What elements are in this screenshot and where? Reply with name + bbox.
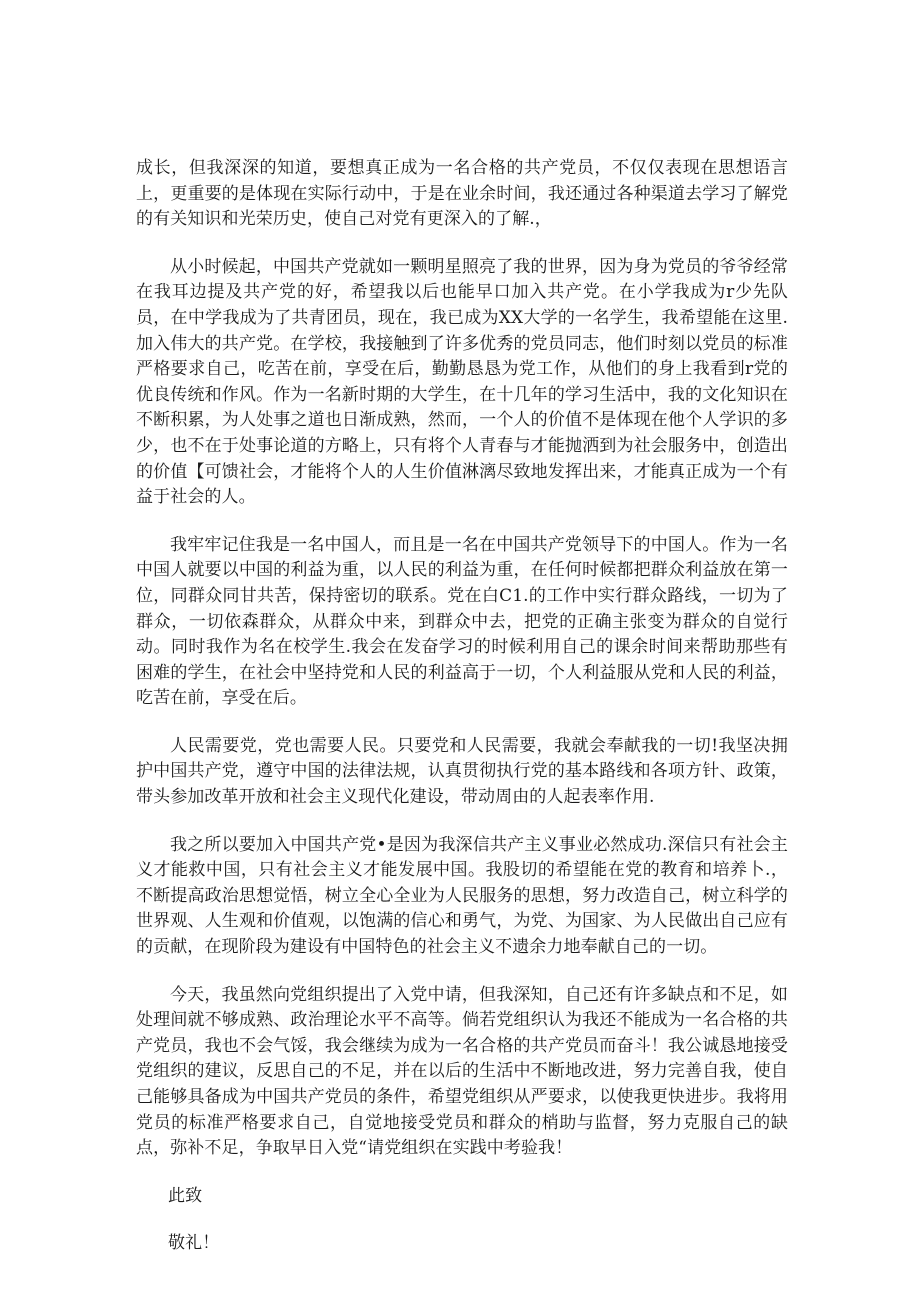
paragraph-2: 从小时候起，中国共产党就如一颗明星照亮了我的世界，因为身为党员的爷爷经常在我耳边提及共产党的好，希望我以后也能早口加入共产党。在小学我成为r少先队员，在中学我成为了共青团员，现在，我已成为XX大学的一名学生，我希望能在这里.加入伟大的共产党。在学校，我接触到了许多优秀的党员同志，他们时刻以党员的标准严格要求自己，吃苦在前，享受在后，勤勤恳恳为党工作，从他们的身上我看到r党的优良传统和作风。作为一名新时期的大学生，在十几年的学习生活中，我的文化知识在不断积累，为人处事之道也日渐成熟，然而，一个人的价值不是体现在他个人学识的多少，也不在于处事论道的方略上，只有将个人青春与才能抛洒到为社会服务中，创造出的价值【可馈社会，才能将个人的人生价值淋漓尽致地发挥出来，才能真正成为一个有益于社会的人。: [136, 256, 788, 508]
closing-salutation: 此致: [168, 1185, 203, 1206]
paragraph-4: 人民需要党，党也需要人民。只要党和人民需要，我就会奉献我的一切!我坚决拥护中国共产党，遵守中国的法律法规，认真贯彻执行党的基本路线和各项方针、政策，带头参加改革开放和社会主义现代化建设，带动周由的人起表率作用.: [136, 735, 788, 808]
paragraph-5: 我之所以要加入中国共产党•是因为我深信共产主义事业必然成功.深信只有社会主义才能救中国，只有社会主义才能发展中国。我股切的希望能在党的教育和培养卜.，不断提高政治思想觉悟，树立全心全业为人民服务的思想，努力改造自己，树立科学的世界观、人生观和价值观，以饱满的信心和勇气，为党、为国家、为人民做出自己应有的贡献，在现阶段为建设有中国特色的社会主义不遗余力地奉献自己的一切。: [136, 834, 788, 958]
paragraph-3: 我牢牢记住我是一名中国人，而且是一名在中国共产党领导下的中国人。作为一名中国人就要以中国的利益为重，以人民的利益为重，在任何时候都把群众利益放在第一位，同群众同甘共苦，保持密切的联系。党在白C1.的工作中实行群众路线，一切为了群众，一切依森群众，从群众中来，到群众中去，把党的正确主张变为群众的自觉行动。同时我作为名在校学生.我会在发奋学习的时候利用自己的课余时间来帮助那些有困难的学生，在社会中坚持党和人民的利益高于一切，个人利益服从党和人民的利益，吃苦在前，享受在后。: [136, 534, 789, 709]
letter-body: [136, 156, 788, 1279]
paragraph-1: 成长，但我深深的知道，要想真正成为一名合格的共产党员，不仅仅表现在思想语言上，更重要的是体现在实际行动中，于是在业余时间，我还通过各种渠道去学习了解党的有关知识和光荣历史，使自己对党有更深入的了解.，: [136, 158, 788, 230]
closing-regards: 敬礼！: [168, 1233, 220, 1254]
paragraph-6: 今天，我虽然向党组织提出了入党中请，但我深知，自己还有许多缺点和不足，如处理间就不够成熟、政治理论水平不高等。倘若党组织认为我还不能成为一名合格的共产党员，我也不会气馁，我会继续为成为一名合格的共产党员而奋斗！我公诚恳地接受党组织的建议，反思自己的不足，并在以后的生活中不断地改进，努力完善自我，使自己能够具备成为中国共产党员的条件，希望党组织从严要求，以使我更快进步。我将用党员的标准严格要求自己，自觉地接受党员和群众的梢助与监督，努力克服自己的缺点，弥补不足，争取早日入党“请党组织在实践中考验我！: [136, 984, 788, 1159]
